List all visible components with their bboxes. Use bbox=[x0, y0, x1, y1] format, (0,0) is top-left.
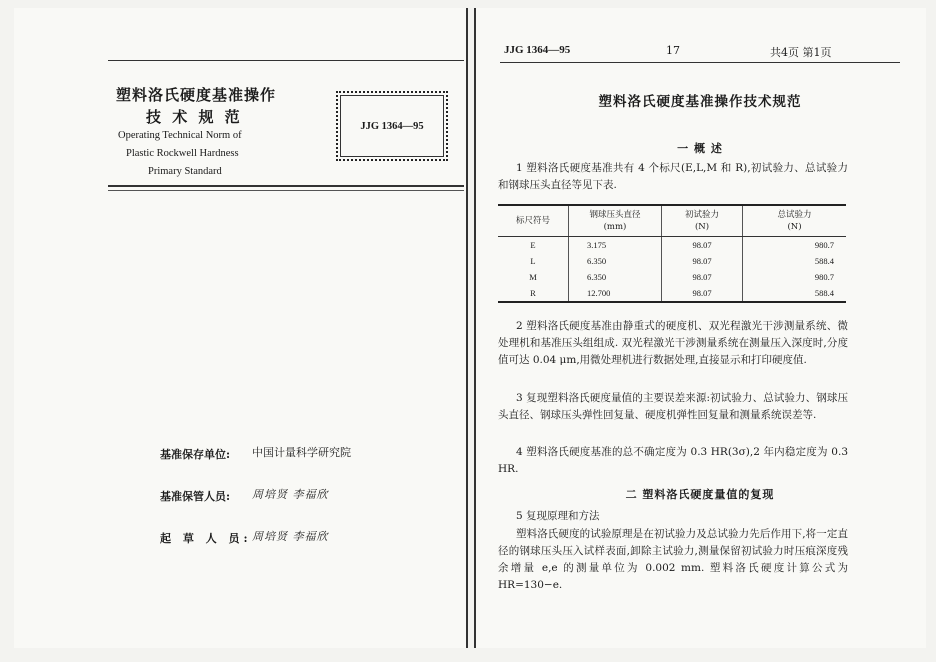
header-page-number: 17 bbox=[666, 44, 680, 57]
paragraph-6: 塑料洛氏硬度的试验原理是在初试验力及总试验力先后作用下,将一定直径的钢球压头压入试样表面,卸除主试验力,测量保留初试验力时压痕深度残余增量 e,e 的测量单位为 0.002 mm. 塑料洛氏硬度计算公式为 HR=130−e. bbox=[498, 528, 848, 591]
table-row bbox=[498, 253, 846, 269]
header-code: JJG 1364—95 bbox=[504, 44, 571, 56]
standard-code-stamp bbox=[336, 91, 448, 161]
table-row bbox=[498, 237, 846, 254]
table-cell: 98.07 bbox=[662, 253, 743, 269]
table-row bbox=[498, 269, 846, 285]
cover-en-line2: Plastic Rockwell Hardness bbox=[126, 148, 239, 159]
left-page bbox=[14, 8, 468, 648]
table-header-total-force: 总试验力 (N) bbox=[743, 205, 847, 237]
table-row bbox=[498, 285, 846, 302]
cover-en-line3: Primary Standard bbox=[148, 166, 222, 177]
table-cell: 6.350 bbox=[569, 269, 662, 285]
paragraph-4: 4 塑料洛氏硬度基准的总不确定度为 0.3 HR(3σ),2 年内稳定度为 0.3 HR. bbox=[498, 446, 848, 475]
drafter-value: 周培贤 李福欣 bbox=[252, 530, 329, 543]
table-cell: 98.07 bbox=[662, 237, 743, 254]
table-cell: E bbox=[530, 240, 536, 250]
table-cell: 12.700 bbox=[569, 285, 662, 302]
table-header-scale: 标尺符号 bbox=[498, 205, 569, 237]
table-cell: 588.4 bbox=[743, 253, 847, 269]
table-header-initial-force: 初试验力 (N) bbox=[662, 205, 743, 237]
table-cell: 980.7 bbox=[743, 269, 847, 285]
table-cell: 6.350 bbox=[569, 253, 662, 269]
paragraph-1: 1 塑料洛氏硬度基准共有 4 个标尺(E,L,M 和 R),初试验力、总试验力和钢球压头直径等见下表. bbox=[498, 162, 848, 191]
drafter-label: 起 草 人 员: bbox=[160, 532, 252, 545]
stamp-code: JJG 1364—95 bbox=[360, 120, 424, 132]
top-rule bbox=[108, 60, 464, 61]
table-cell: L bbox=[530, 256, 536, 266]
paragraph-2: 2 塑料洛氏硬度基准由静重式的硬度机、双光程激光干涉测量系统、微处理机和基准压头组组成. 双光程激光干涉测量系统在测量压入深度时,分度值可达 0.04 μm,用微处理机进行数据处理,直接显示和打印硬度值. bbox=[498, 320, 848, 366]
custodian-unit-value: 中国计量科学研究院 bbox=[252, 446, 351, 459]
table-cell: 3.175 bbox=[569, 237, 662, 254]
table-cell: R bbox=[530, 288, 536, 298]
cover-title-line1: 塑料洛氏硬度基准操作 bbox=[116, 86, 277, 104]
table-cell: 588.4 bbox=[743, 285, 847, 302]
document-title: 塑料洛氏硬度基准操作技术规范 bbox=[598, 94, 802, 110]
section2-title: 二 塑料洛氏硬度量值的复现 bbox=[625, 488, 775, 501]
cover-title-line2: 技 术 规 范 bbox=[146, 108, 243, 126]
custodian-staff-value: 周培贤 李福欣 bbox=[252, 488, 329, 501]
cover-en-line1: Operating Technical Norm of bbox=[118, 130, 242, 141]
right-page bbox=[474, 8, 926, 648]
custodian-unit-label: 基准保存单位: bbox=[160, 448, 231, 461]
table-cell: 98.07 bbox=[662, 285, 743, 302]
header-rule bbox=[500, 62, 900, 63]
custodian-staff-label: 基准保管人员: bbox=[160, 490, 231, 503]
paragraph-3: 3 复现塑料洛氏硬度量值的主要误差来源:初试验力、总试验力、钢球压头直径、钢球压头弹性回复量、硬度机弹性回复量和测量系统误差等. bbox=[498, 392, 848, 421]
table-cell: M bbox=[529, 272, 537, 282]
table-cell: 98.07 bbox=[662, 269, 743, 285]
section1-title: 一 概 述 bbox=[677, 142, 723, 155]
table-cell: 980.7 bbox=[743, 237, 847, 254]
cover-rule bbox=[108, 185, 464, 187]
table-header-row bbox=[498, 205, 846, 237]
table-header-diameter: 钢球压头直径 (mm) bbox=[569, 205, 662, 237]
header-page-info: 共4页 第1页 bbox=[770, 46, 832, 59]
scale-table bbox=[498, 204, 846, 303]
cover-rule-thin bbox=[108, 190, 464, 191]
paragraph-5: 5 复现原理和方法 bbox=[516, 510, 600, 522]
